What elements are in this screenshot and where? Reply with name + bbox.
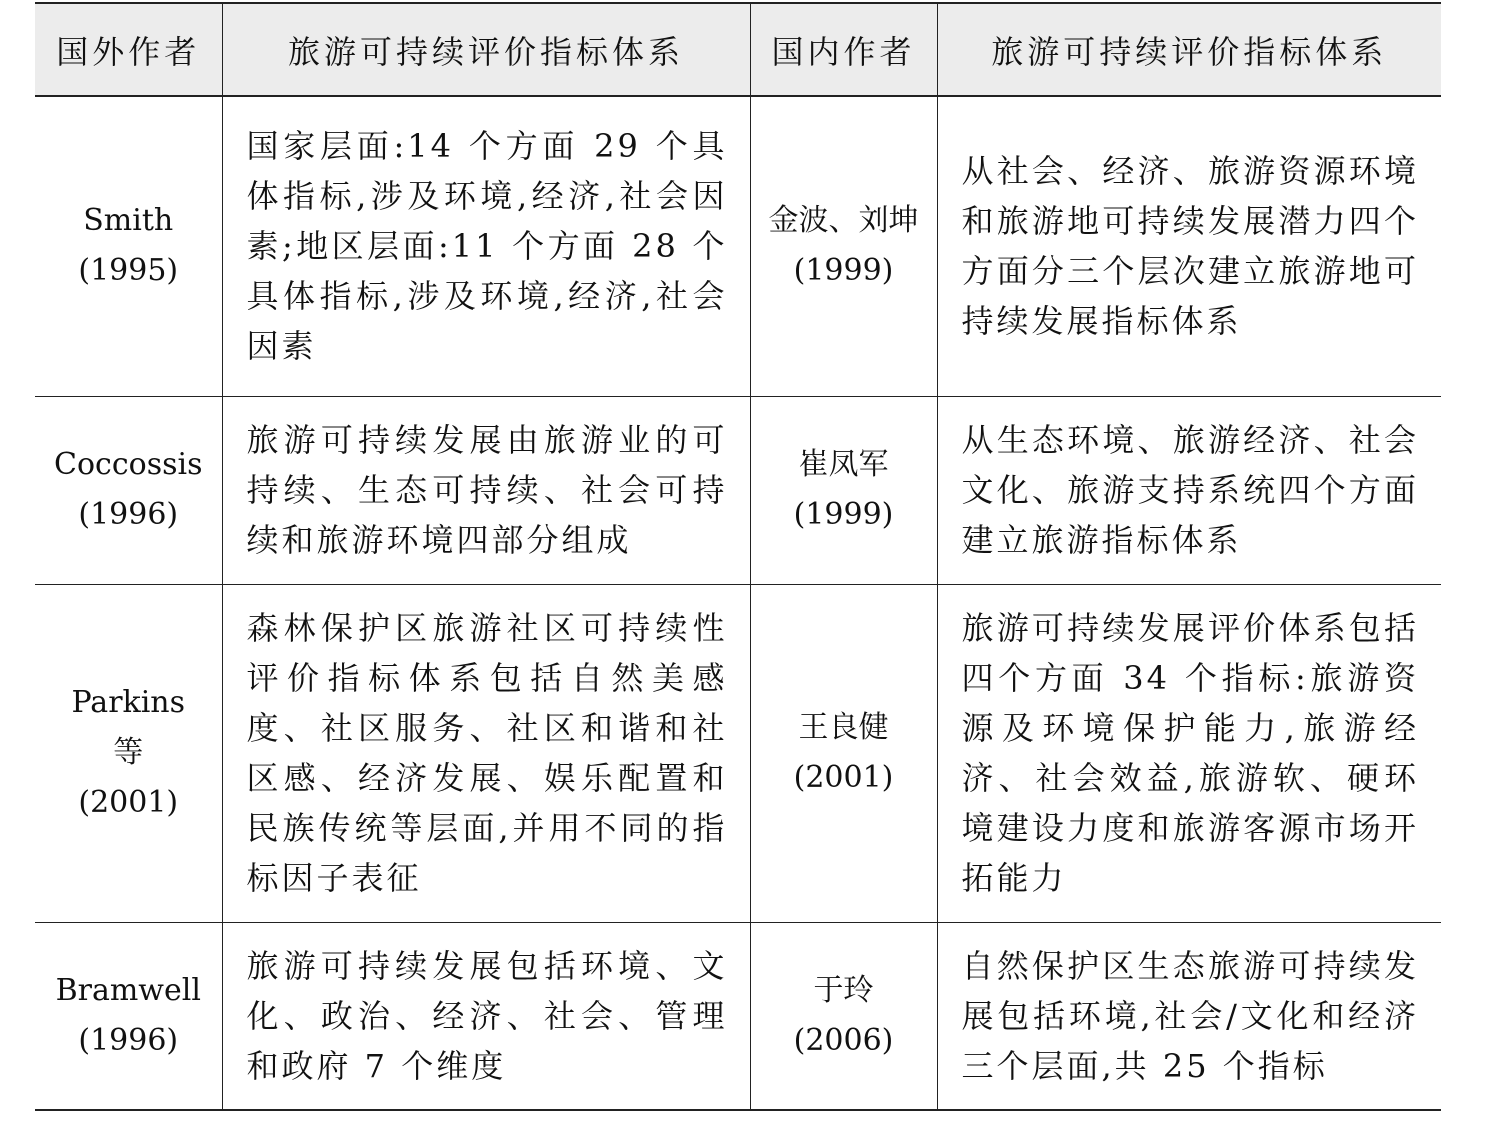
table-body	[35, 96, 1441, 1110]
foreign-author-name: Coccossis	[54, 447, 203, 482]
foreign-author-cell	[35, 396, 222, 584]
foreign-author-cell	[35, 584, 222, 922]
table-row	[35, 584, 1441, 922]
foreign-author-cell	[35, 922, 222, 1110]
domestic-author-cell	[750, 96, 937, 396]
table-row	[35, 96, 1441, 396]
domestic-author-year: (1999)	[793, 253, 894, 289]
domestic-author-year: (2006)	[793, 1022, 894, 1058]
domestic-author-name: 王良健	[798, 710, 889, 745]
foreign-author-name: Parkins	[71, 685, 186, 720]
domestic-author-name: 于玲	[813, 972, 874, 1008]
domestic-desc-cell: 旅游可持续发展评价体系包括四个方面 34 个指标:旅游资源及环境保护能力,旅游经济、社会效益,旅游软、硬环境建设力度和旅游客源市场开拓能力	[937, 584, 1441, 922]
domestic-author-name: 崔凤军	[798, 447, 889, 482]
indicator-comparison-table	[35, 2, 1441, 1111]
domestic-author-year: (2001)	[793, 760, 894, 795]
foreign-author-year: (1995)	[78, 253, 179, 289]
foreign-author-year: (2001)	[78, 785, 179, 820]
domestic-author-cell	[750, 922, 937, 1110]
domestic-author-cell	[750, 396, 937, 584]
domestic-author-name: 金波、刘坤	[768, 203, 919, 239]
domestic-author-cell	[750, 584, 937, 922]
foreign-author-name: Bramwell	[55, 972, 201, 1008]
foreign-desc-cell: 森林保护区旅游社区可持续性评价指标体系包括自然美感度、社区服务、社区和谐和社区感、经济发展、娱乐配置和民族传统等层面,并用不同的指标因子表征	[222, 584, 750, 922]
foreign-desc-cell: 国家层面:14 个方面 29 个具体指标,涉及环境,经济,社会因素;地区层面:11 个方面 28 个具体指标,涉及环境,经济,社会因素	[222, 96, 750, 396]
table-header	[35, 3, 1441, 96]
foreign-author-name: Smith	[83, 203, 174, 239]
header-domestic-system: 旅游可持续评价指标体系	[937, 3, 1441, 96]
foreign-author-suffix: 等	[113, 735, 144, 770]
header-domestic-author: 国内作者	[750, 3, 937, 96]
table-row	[35, 922, 1441, 1110]
domestic-author-year: (1999)	[793, 497, 894, 532]
table-row	[35, 396, 1441, 584]
foreign-desc-cell: 旅游可持续发展包括环境、文化、政治、经济、社会、管理和政府 7 个维度	[222, 922, 750, 1110]
domestic-desc-cell: 从社会、经济、旅游资源环境和旅游地可持续发展潜力四个方面分三个层次建立旅游地可持续发展指标体系	[937, 96, 1441, 396]
header-foreign-author: 国外作者	[35, 3, 222, 96]
header-foreign-system: 旅游可持续评价指标体系	[222, 3, 750, 96]
foreign-author-year: (1996)	[78, 1022, 179, 1058]
foreign-author-cell	[35, 96, 222, 396]
domestic-desc-cell: 从生态环境、旅游经济、社会文化、旅游支持系统四个方面建立旅游指标体系	[937, 396, 1441, 584]
comparison-table-container	[35, 2, 1441, 1111]
domestic-desc-cell: 自然保护区生态旅游可持续发展包括环境,社会/文化和经济三个层面,共 25 个指标	[937, 922, 1441, 1110]
foreign-desc-cell: 旅游可持续发展由旅游业的可持续、生态可持续、社会可持续和旅游环境四部分组成	[222, 396, 750, 584]
foreign-author-year: (1996)	[78, 497, 179, 532]
header-row	[35, 3, 1441, 96]
